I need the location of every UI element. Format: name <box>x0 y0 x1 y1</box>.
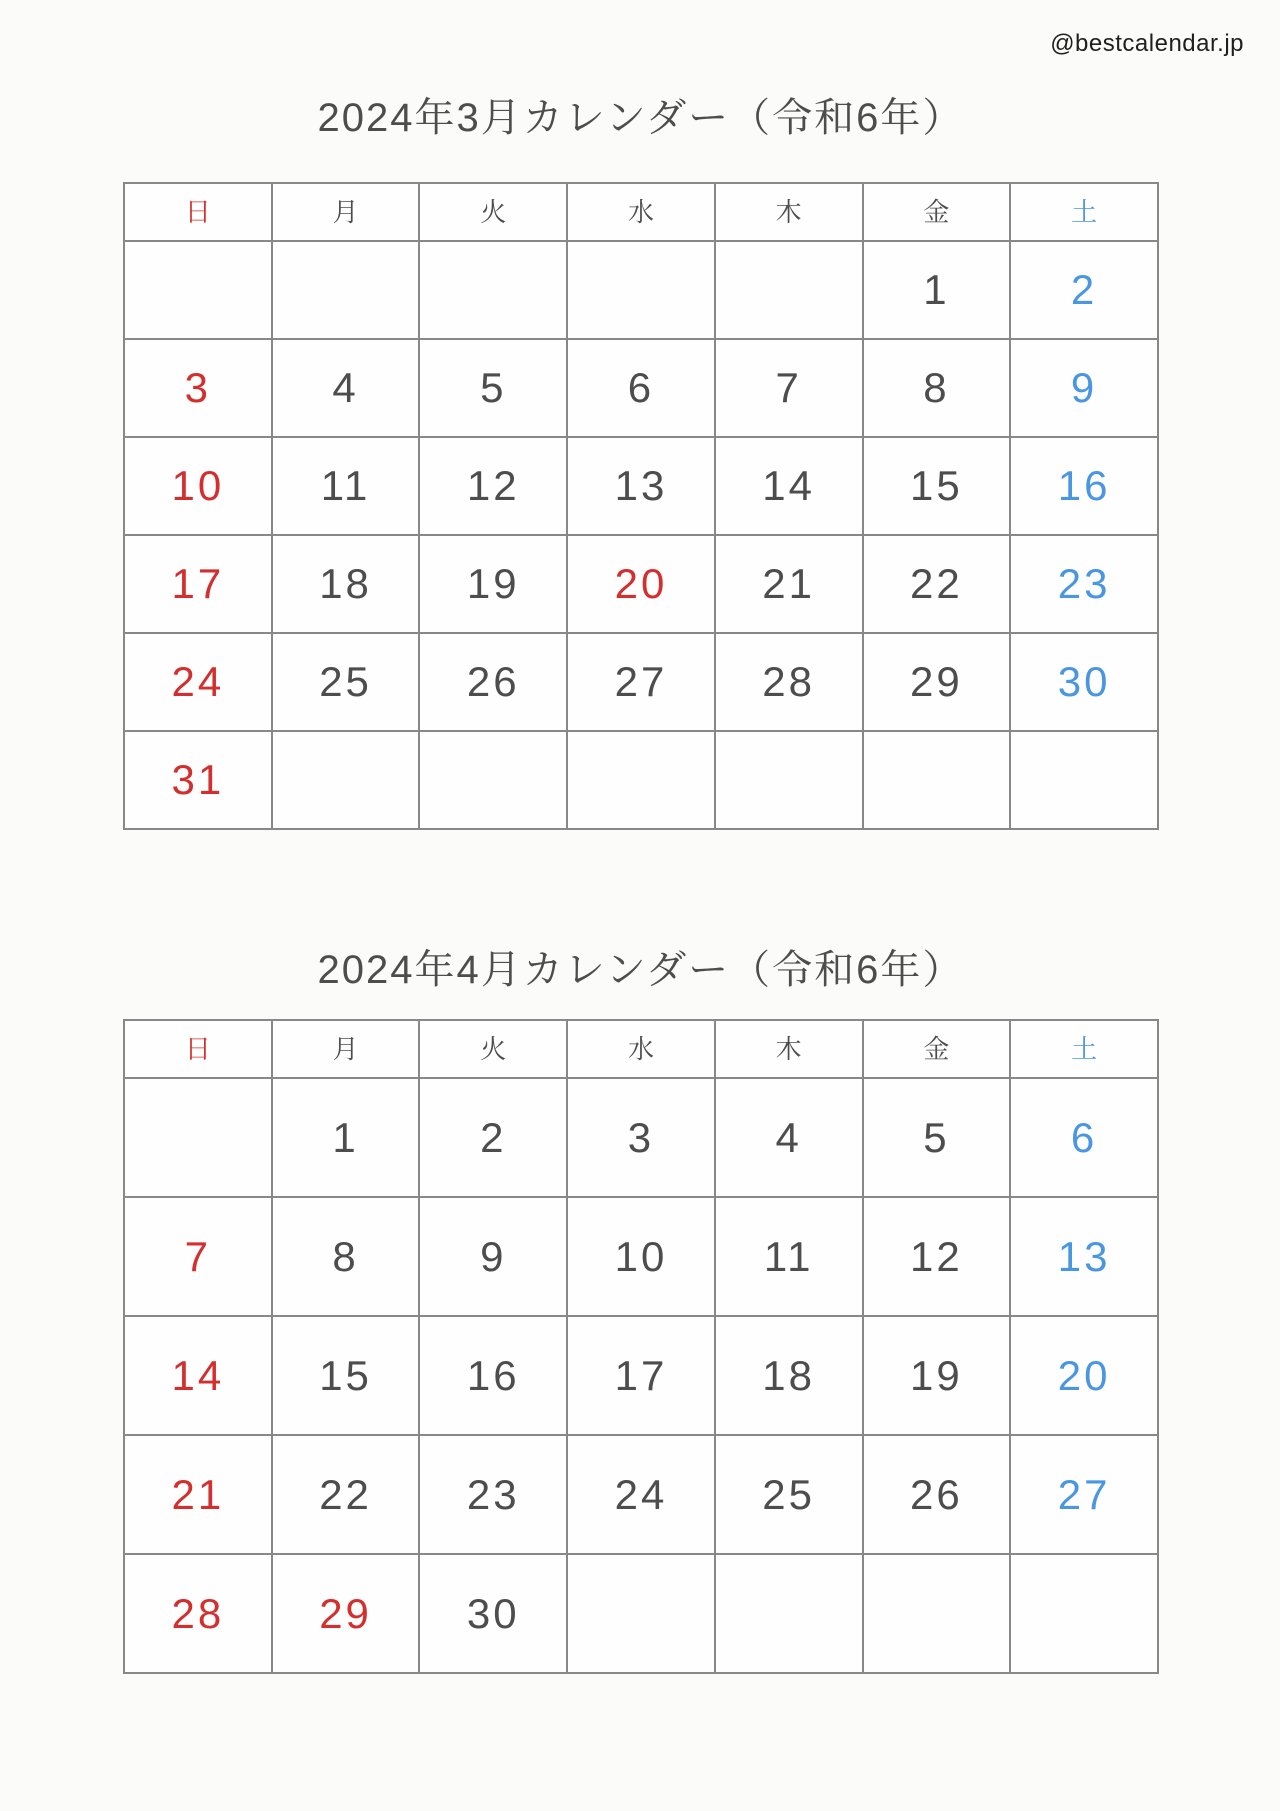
day-cell-march-26: 26 <box>419 633 567 731</box>
day-cell-march-27: 27 <box>567 633 715 731</box>
day-cell-march-13: 13 <box>567 437 715 535</box>
day-cell-march-17: 17 <box>124 535 272 633</box>
weekday-header-cell: 木 <box>715 1020 863 1078</box>
empty-day-cell <box>272 731 420 829</box>
empty-day-cell <box>567 241 715 339</box>
day-cell-march-14: 14 <box>715 437 863 535</box>
weekday-header-cell: 水 <box>567 183 715 241</box>
empty-day-cell <box>1010 1554 1158 1673</box>
week-row <box>124 1078 1158 1197</box>
empty-day-cell <box>863 731 1011 829</box>
week-row <box>124 535 1158 633</box>
day-cell-april-9: 9 <box>419 1197 567 1316</box>
day-cell-april-2: 2 <box>419 1078 567 1197</box>
empty-day-cell <box>124 1078 272 1197</box>
empty-day-cell <box>567 1554 715 1673</box>
empty-day-cell <box>715 1554 863 1673</box>
weekday-header-cell: 日 <box>124 1020 272 1078</box>
day-cell-april-20: 20 <box>1010 1316 1158 1435</box>
day-cell-march-5: 5 <box>419 339 567 437</box>
calendar-body-april <box>124 1078 1158 1673</box>
weekday-header-cell: 木 <box>715 183 863 241</box>
weekday-header-cell: 火 <box>419 183 567 241</box>
day-cell-april-27: 27 <box>1010 1435 1158 1554</box>
day-cell-march-7: 7 <box>715 339 863 437</box>
day-cell-march-4: 4 <box>272 339 420 437</box>
weekday-header-cell: 月 <box>272 1020 420 1078</box>
calendar-table-march <box>123 182 1159 830</box>
day-cell-april-22: 22 <box>272 1435 420 1554</box>
day-cell-april-28: 28 <box>124 1554 272 1673</box>
empty-day-cell <box>419 241 567 339</box>
calendar-body-march <box>124 241 1158 829</box>
day-cell-march-25: 25 <box>272 633 420 731</box>
day-cell-march-1: 1 <box>863 241 1011 339</box>
week-row <box>124 437 1158 535</box>
day-cell-march-6: 6 <box>567 339 715 437</box>
day-cell-march-23: 23 <box>1010 535 1158 633</box>
day-cell-march-18: 18 <box>272 535 420 633</box>
day-cell-april-17: 17 <box>567 1316 715 1435</box>
weekday-header-cell: 月 <box>272 183 420 241</box>
day-cell-march-10: 10 <box>124 437 272 535</box>
watermark-credit: @bestcalendar.jp <box>1050 30 1244 57</box>
day-cell-april-21: 21 <box>124 1435 272 1554</box>
calendar-title-march: 2024年3月カレンダー（令和6年） <box>317 96 965 140</box>
weekday-header-cell: 土 <box>1010 1020 1158 1078</box>
weekday-header-row <box>124 1020 1158 1078</box>
day-cell-april-16: 16 <box>419 1316 567 1435</box>
week-row <box>124 1435 1158 1554</box>
week-row <box>124 241 1158 339</box>
calendar-table-april <box>123 1019 1159 1674</box>
day-cell-april-1: 1 <box>272 1078 420 1197</box>
day-cell-april-29: 29 <box>272 1554 420 1673</box>
empty-day-cell <box>272 241 420 339</box>
day-cell-march-12: 12 <box>419 437 567 535</box>
day-cell-march-29: 29 <box>863 633 1011 731</box>
empty-day-cell <box>863 1554 1011 1673</box>
day-cell-april-13: 13 <box>1010 1197 1158 1316</box>
day-cell-april-15: 15 <box>272 1316 420 1435</box>
calendar-title-april: 2024年4月カレンダー（令和6年） <box>317 948 965 992</box>
day-cell-march-28: 28 <box>715 633 863 731</box>
day-cell-march-16: 16 <box>1010 437 1158 535</box>
weekday-header-cell: 水 <box>567 1020 715 1078</box>
empty-day-cell <box>1010 731 1158 829</box>
weekday-header-cell: 日 <box>124 183 272 241</box>
day-cell-april-12: 12 <box>863 1197 1011 1316</box>
week-row <box>124 633 1158 731</box>
week-row <box>124 1197 1158 1316</box>
weekday-header-cell: 金 <box>863 1020 1011 1078</box>
day-cell-march-9: 9 <box>1010 339 1158 437</box>
day-cell-march-19: 19 <box>419 535 567 633</box>
day-cell-march-21: 21 <box>715 535 863 633</box>
day-cell-april-6: 6 <box>1010 1078 1158 1197</box>
day-cell-march-3: 3 <box>124 339 272 437</box>
day-cell-april-3: 3 <box>567 1078 715 1197</box>
empty-day-cell <box>419 731 567 829</box>
empty-day-cell <box>715 241 863 339</box>
empty-day-cell <box>567 731 715 829</box>
day-cell-march-15: 15 <box>863 437 1011 535</box>
day-cell-march-22: 22 <box>863 535 1011 633</box>
week-row <box>124 731 1158 829</box>
weekday-header-cell: 土 <box>1010 183 1158 241</box>
day-cell-march-11: 11 <box>272 437 420 535</box>
day-cell-march-24: 24 <box>124 633 272 731</box>
day-cell-april-24: 24 <box>567 1435 715 1554</box>
empty-day-cell <box>715 731 863 829</box>
day-cell-march-31: 31 <box>124 731 272 829</box>
day-cell-april-14: 14 <box>124 1316 272 1435</box>
day-cell-april-25: 25 <box>715 1435 863 1554</box>
weekday-header-row <box>124 183 1158 241</box>
weekday-header-cell: 金 <box>863 183 1011 241</box>
day-cell-april-26: 26 <box>863 1435 1011 1554</box>
day-cell-march-20: 20 <box>567 535 715 633</box>
day-cell-april-7: 7 <box>124 1197 272 1316</box>
day-cell-april-23: 23 <box>419 1435 567 1554</box>
day-cell-april-11: 11 <box>715 1197 863 1316</box>
day-cell-april-5: 5 <box>863 1078 1011 1197</box>
day-cell-april-8: 8 <box>272 1197 420 1316</box>
weekday-header-cell: 火 <box>419 1020 567 1078</box>
day-cell-april-18: 18 <box>715 1316 863 1435</box>
day-cell-april-30: 30 <box>419 1554 567 1673</box>
week-row <box>124 1316 1158 1435</box>
day-cell-april-10: 10 <box>567 1197 715 1316</box>
day-cell-march-30: 30 <box>1010 633 1158 731</box>
empty-day-cell <box>124 241 272 339</box>
week-row <box>124 1554 1158 1673</box>
week-row <box>124 339 1158 437</box>
day-cell-march-2: 2 <box>1010 241 1158 339</box>
day-cell-april-19: 19 <box>863 1316 1011 1435</box>
day-cell-april-4: 4 <box>715 1078 863 1197</box>
day-cell-march-8: 8 <box>863 339 1011 437</box>
